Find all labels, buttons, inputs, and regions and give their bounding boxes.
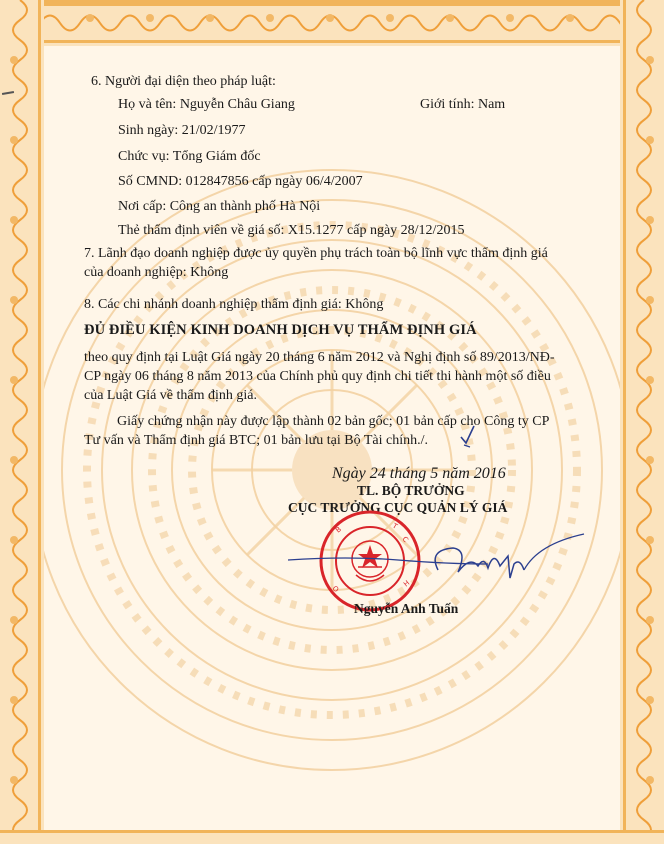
svg-text:H: H: [402, 579, 412, 589]
section6-title: 6. Người đại diện theo pháp luật:: [91, 74, 276, 89]
section7-line2: của doanh nghiệp: Không: [84, 265, 229, 280]
signature-date: Ngày 24 tháng 5 năm 2016: [332, 465, 506, 482]
signature-title-1: TL. BỘ TRƯỞNG: [357, 483, 465, 498]
handwritten-signature-icon: [288, 520, 588, 590]
signer-name: Nguyễn Anh Tuấn: [354, 601, 459, 616]
legal-basis-line2: CP ngày 06 tháng 8 năm 2013 của Chính phủ quy định chi tiết thi hành một số điều: [84, 369, 551, 384]
svg-text:C: C: [400, 535, 410, 545]
legal-basis-line1: theo quy định tại Luật Giá ngày 20 tháng 6 năm 2012 và Nghị định số 89/2013/NĐ-: [84, 350, 555, 365]
section8: 8. Các chi nhánh doanh nghiệp thẩm định giá: Không: [84, 297, 384, 312]
svg-text:B: B: [334, 525, 343, 535]
svg-text:T: T: [391, 521, 399, 531]
svg-text:O: O: [330, 584, 341, 595]
qualification-heading: ĐỦ ĐIỀU KIỆN KINH DOANH DỊCH VỤ THẨM ĐỊNH GIÁ: [84, 322, 477, 338]
representative-appraiser-card: Thẻ thẩm định viên về giá số: X15.1277 cấp ngày 28/12/2015: [118, 223, 465, 238]
legal-basis-line3: của Luật Giá về thẩm định giá.: [84, 388, 257, 403]
representative-issued-by: Nơi cấp: Công an thành phố Hà Nội: [118, 199, 321, 214]
section7-line1: 7. Lãnh đạo doanh nghiệp được ủy quyền phụ trách toàn bộ lĩnh vực thẩm định giá: [84, 246, 548, 261]
representative-id-card: Số CMND: 012847856 cấp ngày 06/4/2007: [118, 174, 363, 189]
copies-line1: Giấy chứng nhận này được lập thành 02 bản gốc; 01 bản cấp cho Công ty CP: [117, 414, 550, 429]
initial-mark-icon: [458, 423, 478, 449]
signature-title-2: CỤC TRƯỞNG CỤC QUẢN LÝ GIÁ: [288, 500, 508, 515]
copies-line2: Tư vấn và Thẩm định giá BTC; 01 bản lưu tại Bộ Tài chính./.: [84, 433, 428, 448]
representative-position: Chức vụ: Tổng Giám đốc: [118, 149, 261, 164]
representative-dob: Sinh ngày: 21/02/1977: [118, 123, 246, 138]
representative-gender: Giới tính: Nam: [420, 97, 506, 112]
representative-name: Họ và tên: Nguyễn Châu Giang: [118, 97, 295, 112]
